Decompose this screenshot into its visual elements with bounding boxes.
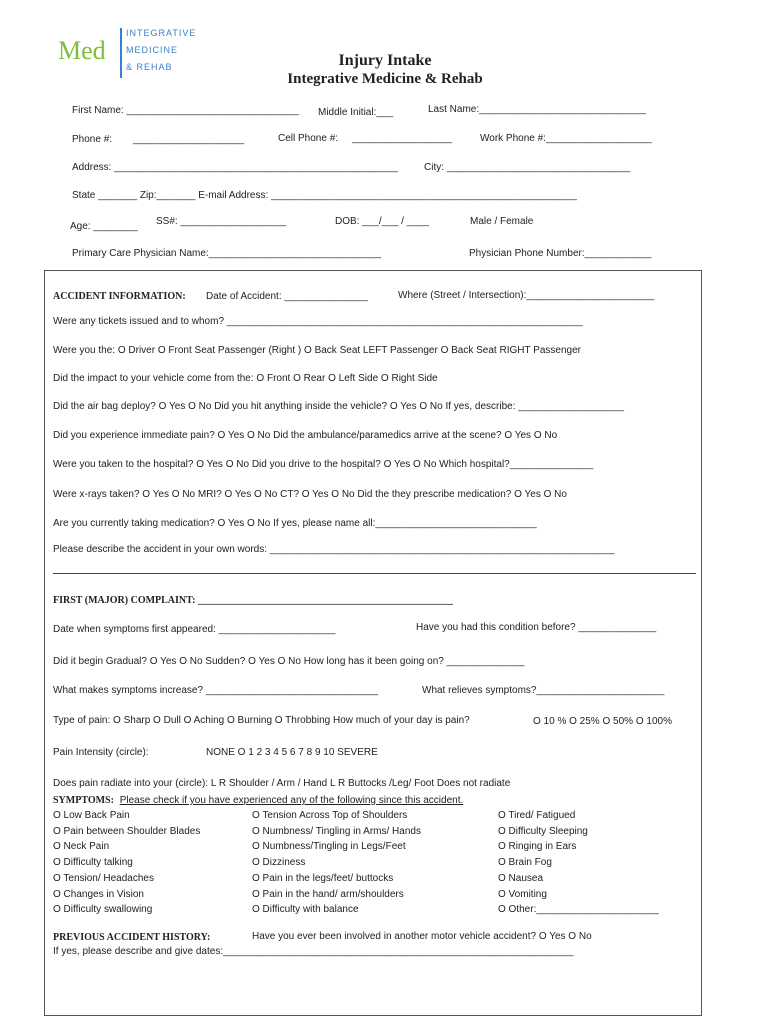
symptom-checkbox[interactable]: O Nausea — [498, 872, 544, 884]
patient-field[interactable]: State _______ Zip:_______ E-mail Address: _______________________________________________________ — [72, 190, 577, 201]
form-subtitle: Integrative Medicine & Rehab — [287, 71, 483, 87]
symptom-checkbox[interactable]: O Changes in Vision — [53, 888, 144, 900]
form-title: Injury Intake — [338, 52, 432, 69]
symptom-checkbox[interactable]: O Neck Pain — [53, 841, 110, 853]
symptom-checkbox[interactable]: O Numbness/ Tingling in Arms/ Hands — [252, 825, 421, 837]
accident-field[interactable]: Were you taken to the hospital? O Yes O No Did you drive to the hospital? O Yes O No Which hospital?_______________ — [53, 459, 594, 470]
symptom-checkbox[interactable]: O Tension Across Top of Shoulders — [252, 810, 408, 821]
complaint-field[interactable]: Pain Intensity (circle): — [53, 747, 149, 758]
patient-field[interactable]: Primary Care Physician Name:_______________________________ — [72, 248, 382, 259]
symptom-checkbox[interactable]: O Vomiting — [498, 888, 547, 900]
patient-field[interactable]: DOB: ___/___ / ____ — [335, 216, 429, 227]
complaint-field[interactable]: Does pain radiate into your (circle): L R Shoulder / Arm / Hand L R Buttocks /Leg/ Foot Does not radiate — [53, 778, 511, 789]
accident-field[interactable]: Were any tickets issued and to whom? ________________________________________________________________ — [53, 316, 583, 327]
complaint-heading: FIRST (MAJOR) COMPLAINT: ___________________________________________________ — [53, 595, 453, 606]
symptom-checkbox[interactable]: O Brain Fog — [498, 857, 552, 869]
patient-field[interactable]: Phone #: — [72, 134, 113, 145]
logo-wordmark: Med — [58, 36, 106, 65]
symptom-checkbox[interactable]: O Pain between Shoulder Blades — [53, 825, 201, 837]
symptoms-header — [53, 795, 463, 806]
symptoms-instruction: Please check if you have experienced any of the following since this accident. — [119, 795, 464, 806]
symptom-checkbox[interactable]: O Difficulty Sleeping — [498, 825, 588, 837]
accident-field[interactable]: Did you experience immediate pain? O Yes O No Did the ambulance/paramedics arrive at the scene? O Yes O No — [53, 430, 558, 441]
complaint-field[interactable]: Did it begin Gradual? O Yes O No Sudden? O Yes O No How long has it been going on? ______________ — [53, 656, 525, 667]
complaint-field[interactable]: Type of pain: O Sharp O Dull O Aching O Burning O Throbbing How much of your day is pain? — [53, 715, 470, 726]
logo-line-3: & REHAB — [126, 62, 173, 72]
symptom-checkbox[interactable]: O Low Back Pain — [53, 810, 130, 821]
patient-field[interactable]: Middle Initial:___ — [318, 107, 394, 118]
symptom-checkbox[interactable]: O Difficulty with balance — [252, 904, 359, 916]
complaint-field[interactable]: NONE O 1 2 3 4 5 6 7 8 9 10 SEVERE — [206, 747, 378, 758]
symptom-checkbox[interactable]: O Pain in the legs/feet/ buttocks — [252, 872, 394, 884]
symptom-checkbox[interactable]: O Tired/ Fatigued — [498, 810, 576, 821]
symptom-checkbox[interactable]: O Other:______________________ — [498, 904, 659, 916]
section-divider — [53, 573, 696, 574]
accident-heading: ACCIDENT INFORMATION: — [53, 291, 186, 302]
symptom-checkbox[interactable]: O Pain in the hand/ arm/shoulders — [252, 888, 404, 900]
complaint-field[interactable]: What makes symptoms increase? _______________________________ — [53, 685, 379, 696]
symptom-checkbox[interactable]: O Difficulty talking — [53, 857, 133, 869]
accident-field[interactable]: Are you currently taking medication? O Yes O No If yes, please name all:_____________________________ — [53, 518, 537, 529]
symptom-checkbox[interactable]: O Dizziness — [252, 857, 306, 869]
patient-field[interactable]: __________________ — [352, 133, 453, 144]
patient-field[interactable]: Work Phone #:___________________ — [480, 133, 652, 144]
symptom-checkbox[interactable]: O Numbness/Tingling in Legs/Feet — [252, 841, 406, 853]
accident-field[interactable]: Did the air bag deploy? O Yes O No Did you hit anything inside the vehicle? O Yes O No If yes, describe: ___________________ — [53, 401, 624, 412]
accident-field[interactable]: Were you the: O Driver O Front Seat Passenger (Right ) O Back Seat LEFT Passenger O Back Seat RIGHT Passenger — [53, 345, 581, 356]
accident-field[interactable]: Where (Street / Intersection):_______________________ — [398, 290, 655, 301]
complaint-field[interactable]: Have you had this condition before? ______________ — [416, 622, 657, 633]
logo-line-2: MEDICINE — [126, 45, 179, 55]
history-detail: If yes, please describe and give dates:_______________________________________________________________ — [53, 946, 574, 957]
symptom-checkbox[interactable]: O Tension/ Headaches — [53, 872, 154, 884]
accident-field[interactable]: Were x-rays taken? O Yes O No MRI? O Yes O No CT? O Yes O No Did the they prescribe medication? O Yes O No — [53, 489, 567, 500]
patient-field[interactable]: SS#: ___________________ — [156, 216, 287, 227]
complaint-field[interactable]: What relieves symptoms?_______________________ — [422, 685, 665, 696]
complaint-field[interactable]: Date when symptoms first appeared: _____________________ — [53, 624, 336, 635]
symptom-checkbox[interactable]: O Ringing in Ears — [498, 841, 577, 853]
patient-field[interactable]: ____________________ — [133, 134, 245, 145]
accident-field[interactable]: Date of Accident: _______________ — [206, 291, 368, 302]
patient-field[interactable]: Address: ___________________________________________________ — [72, 162, 398, 173]
patient-field[interactable]: Last Name:______________________________ — [428, 104, 646, 115]
patient-field[interactable]: Male / Female — [470, 216, 534, 227]
patient-field[interactable]: City: _________________________________ — [424, 162, 631, 173]
accident-field[interactable]: Did the impact to your vehicle come from the: O Front O Rear O Left Side O Right Side — [53, 373, 438, 384]
accident-field[interactable]: Please describe the accident in your own words: ______________________________________________________________ — [53, 544, 615, 555]
patient-field[interactable]: Cell Phone #: — [278, 133, 339, 144]
history-heading: PREVIOUS ACCIDENT HISTORY: — [53, 932, 211, 943]
history-question: Have you ever been involved in another motor vehicle accident? O Yes O No — [252, 931, 592, 942]
complaint-field[interactable]: O 10 % O 25% O 50% O 100% — [533, 716, 672, 727]
logo-line-1: INTEGRATIVE — [126, 28, 197, 38]
patient-field[interactable]: Age: ________ — [70, 221, 138, 232]
symptoms-heading: SYMPTOMS: — [53, 795, 114, 806]
patient-field[interactable]: Physician Phone Number:____________ — [469, 248, 652, 259]
symptom-checkbox[interactable]: O Difficulty swallowing — [53, 904, 153, 916]
patient-field[interactable]: First Name: _______________________________ — [72, 105, 299, 116]
